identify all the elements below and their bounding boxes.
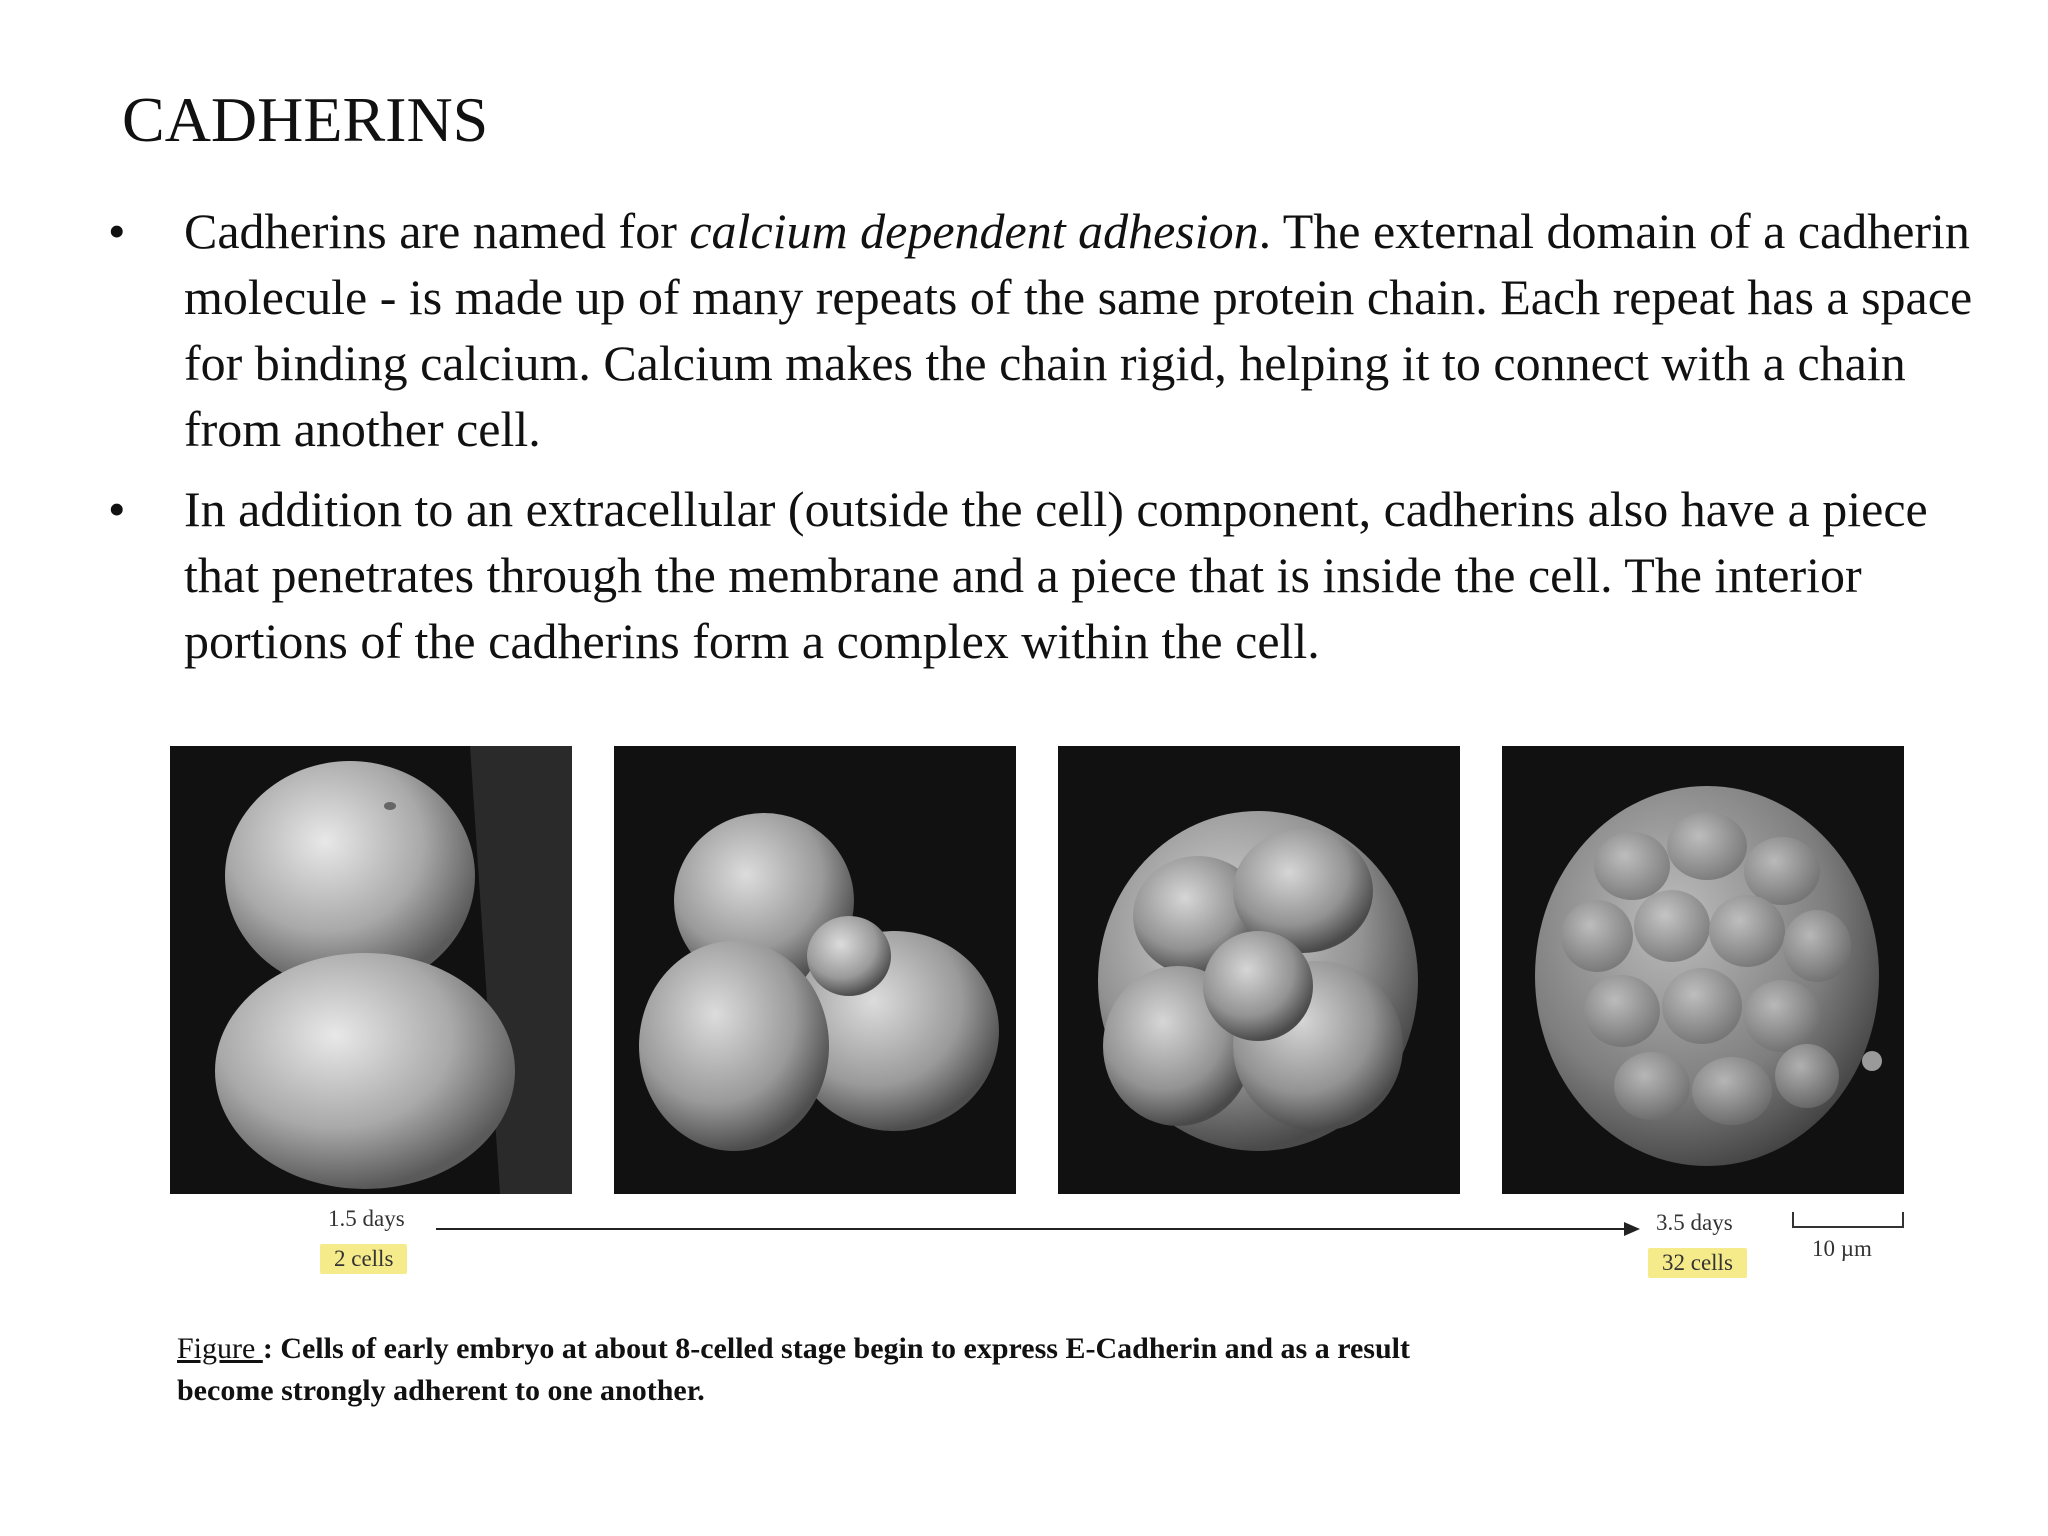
bullet-1-text-before: Cadherins are named for [184,203,690,259]
embryo-panel-32-cells [1502,746,1904,1194]
timeline-end-cells-badge: 32 cells [1648,1248,1747,1278]
embryo-figure [170,740,1910,1300]
timeline-arrow-line [436,1228,1624,1230]
figure-caption-label: Figure [177,1332,263,1365]
bullet-1-emphasis: calcium dependent adhesion [689,203,1259,259]
embryo-panel-2-cells [170,746,572,1194]
figure-caption [177,1328,1497,1412]
figure-caption-text: : Cells of early embryo at about 8-celled stage begin to express E-Cadherin and as a result become strongly adherent to one another. [177,1332,1410,1407]
bullet-dot-icon [108,476,148,542]
embryo-panel-4-cells [614,746,1016,1194]
bullet-list [100,198,1980,688]
bullet-1-text-after: . The external domain of a cadherin molecule - is made up of many repeats of the same protein chain. Each repeat has a space for binding calcium. Calcium makes the chain rigid, helping it to connect with a chain from another cell. [184,203,1973,457]
thirty-two-cell-embryo-image [1502,746,1904,1194]
timeline-start-time: 1.5 days [328,1206,405,1231]
timeline-end-time: 3.5 days [1656,1210,1733,1235]
bullet-dot-icon [108,198,148,264]
timeline-arrow-head-icon [1624,1222,1640,1236]
four-cell-embryo-image [614,746,1016,1194]
bullet-2-text: In addition to an extracellular (outside the cell) component, cadherins also have a piece that penetrates through the membrane and a piece that is inside the cell. The interior portions of the cadherins form a complex within the cell. [184,481,1928,669]
embryo-panel-8-cells [1058,746,1460,1194]
bullet-item-1 [100,198,1980,462]
scale-bar-label: 10 µm [1812,1236,1872,1261]
two-cell-embryo-image [170,746,572,1194]
bullet-item-2 [100,476,1980,674]
slide-title: CADHERINS [122,84,489,155]
timeline-start-cells-badge: 2 cells [320,1244,407,1274]
scale-bar-icon [1792,1212,1904,1228]
eight-cell-embryo-image [1058,746,1460,1194]
